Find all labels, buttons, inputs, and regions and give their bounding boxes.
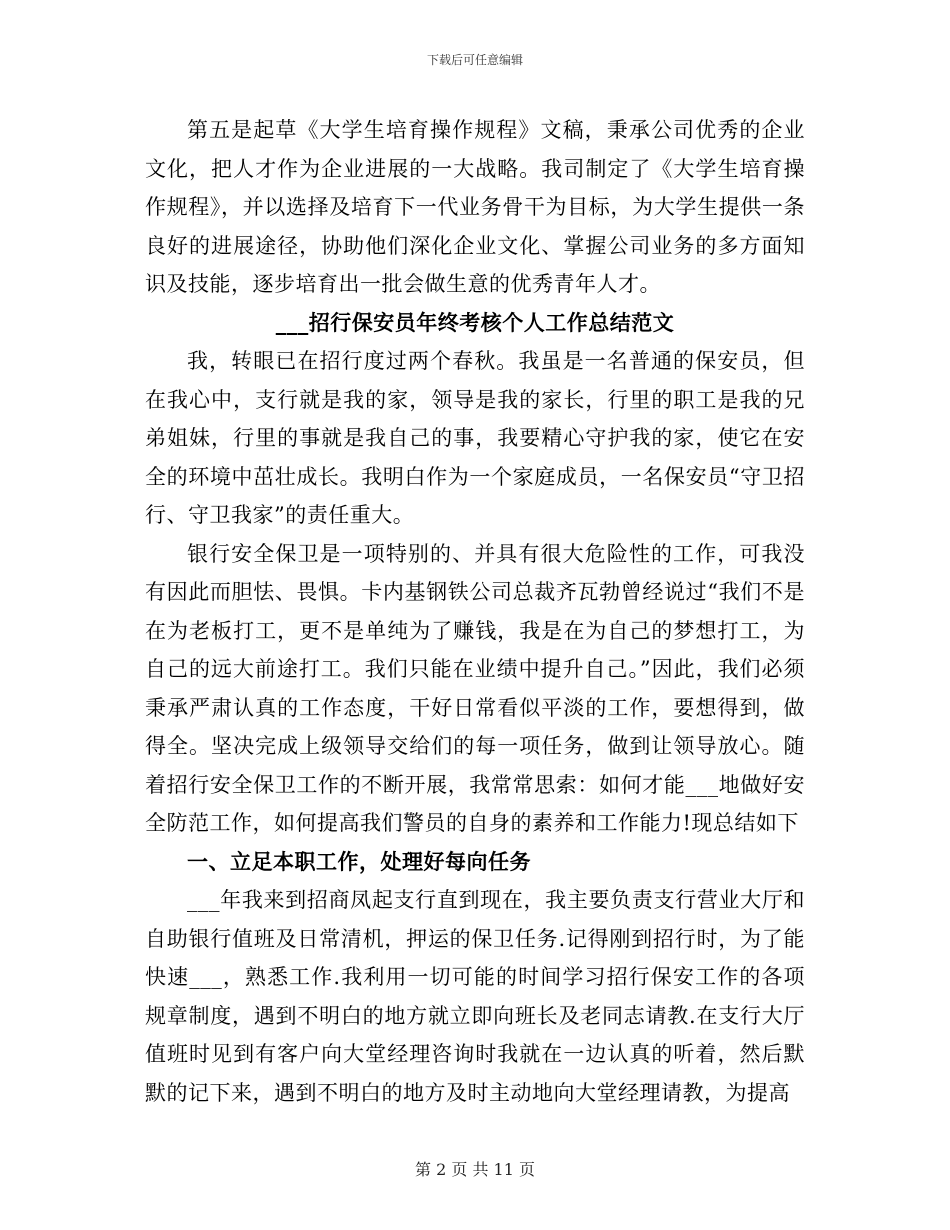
document-title: ___招行保安员年终考核个人工作总结范文: [275, 309, 675, 335]
page-header: 下载后可任意编辑: [426, 53, 523, 67]
paragraph-2: 我，转眼已在招行度过两个春秋。我虽是一名普通的保安员，但在我心中，支行就是我的家，领导是我的家长，行里的职工是我的兄弟姐妹，行里的事就是我自己的事，我要精心守护我的家，使它在安全的环境中茁壮成长。我明白作为一个家庭成员，一名保安员“守卫招行、守卫我家”的责任重大。: [145, 349, 805, 527]
paragraph-1: 第五是起草《大学生培育操作规程》文稿，秉承公司优秀的企业文化，把人才作为企业进展的一大战略。我司制定了《大学生培育操作规程》，并以选择及培育下一代业务骨干为目标，为大学生提供一条良好的进展途径，协助他们深化企业文化、掌握公司业务的多方面知识及技能，逐步培育出一批会做生意的优秀青年人才。: [145, 118, 805, 296]
section-heading-1: 一、立足本职工作，处理好每向任务: [187, 848, 531, 874]
paragraph-4: ___年我来到招商凤起支行直到现在，我主要负责支行营业大厅和自助银行值班及日常清机，押运的保卫任务.记得刚到招行时，为了能快速___，熟悉工作.我利用一切可能的时间学习招行保安工作的各项规章制度，遇到不明白的地方就立即向班长及老同志请教.在支行大厅值班时见到有客户向大堂经理咨询时我就在一边认真的听着，然后默默的记下来，遇到不明白的地方及时主动地向大堂经理请教，为提高: [145, 888, 805, 1105]
paragraph-3: 银行安全保卫是一项特别的、并具有很大危险性的工作，可我没有因此而胆怯、畏惧。卡内基钢铁公司总裁齐瓦勃曾经说过“我们不是在为老板打工，更不是单纯为了赚钱，我是在为自己的梦想打工，为自己的远大前途打工。我们只能在业绩中提升自己。”因此，我们必须秉承严肃认真的工作态度，干好日常看似平淡的工作，要想得到，做得全。坚决完成上级领导交给们的每一项任务，做到让领导放心。随着招行安全保卫工作的不断开展，我常常思索：如何才能___地做好安全防范工作，如何提高我们警员的自身的素养和工作能力!现总结如下: [145, 541, 805, 835]
document-body: [145, 111, 805, 1112]
page-footer: 第 2 页 共 11 页: [415, 1160, 535, 1179]
